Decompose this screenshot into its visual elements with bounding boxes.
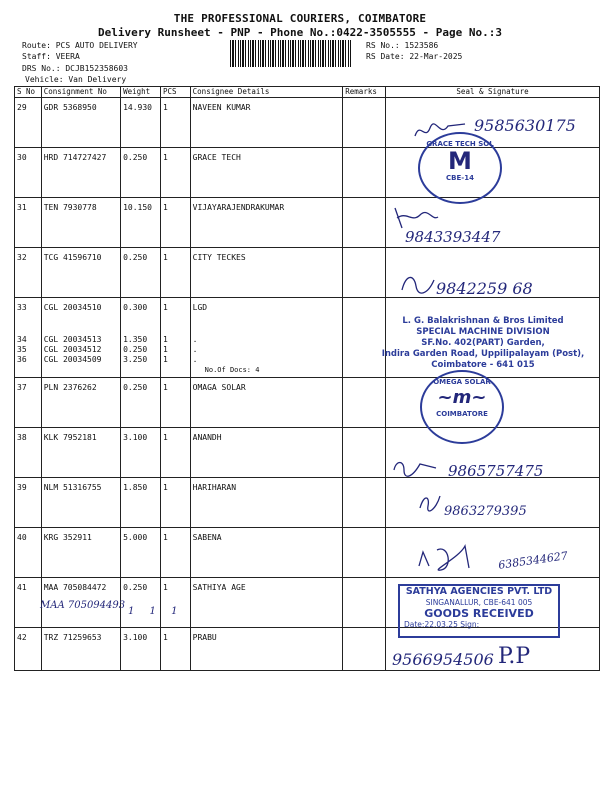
row-consignment: KRG 352911 <box>41 528 120 578</box>
row-consignment: TCG 41596710 <box>41 248 120 298</box>
drs-number: DRS No.: DCJB152358603 <box>22 64 128 73</box>
route-label: Route: PCS AUTO DELIVERY <box>22 41 138 50</box>
row-remarks <box>343 428 386 478</box>
signature-scribble <box>398 270 438 296</box>
rs-date: RS Date: 22-Mar-2025 <box>366 52 463 61</box>
row-sno: 40 <box>15 528 42 578</box>
row-weight: 0.250 <box>121 148 161 198</box>
lg-company-stamp: L. G. Balakrishnan & Bros Limited SPECIAL MACHINE DIVISION SF.No. 402(PART) Garden, Indira Garden Road, Uppilipalayam (Post), Coimbatore - 641 015 <box>381 316 585 370</box>
omega-solar-stamp: OMEGA SOLAR ~m~ COIMBATORE <box>420 370 504 444</box>
vehicle-label: Vehicle: Van Delivery <box>25 75 127 84</box>
row-pcs: 1 <box>160 478 190 528</box>
row-remarks <box>343 198 386 248</box>
row-sno: 30 <box>15 148 42 198</box>
row-consignee: NAVEEN KUMAR <box>190 98 343 148</box>
table-row <box>15 378 600 428</box>
row-sno: 37 <box>15 378 42 428</box>
sathya-agencies-stamp: SATHYA AGENCIES PVT. LTD SINGANALLUR, CBE-641 005 GOODS RECEIVED Date:22.03.25 Sign: <box>398 584 560 638</box>
row-weight: 1.850 <box>121 478 161 528</box>
col-pcs: PCS <box>160 87 190 98</box>
rs-number: RS No.: 1523586 <box>366 41 439 50</box>
row-consignee: ANANDH <box>190 428 343 478</box>
row-sno: 32 <box>15 248 42 298</box>
row-pcs: 1 1 1 1 <box>160 298 190 378</box>
row-consignee: HARIHARAN <box>190 478 343 528</box>
row-pcs: 1 <box>160 528 190 578</box>
handwritten-pcs: 1 1 1 <box>128 606 184 617</box>
row-remarks <box>343 478 386 528</box>
row-consignment: PLN 2376262 <box>41 378 120 428</box>
col-consignee: Consignee Details <box>190 87 343 98</box>
table-row <box>15 198 600 248</box>
row-sno: 33 34 35 36 <box>15 298 42 378</box>
row-weight: 0.250 <box>121 378 161 428</box>
row-weight: 0.250 <box>121 248 161 298</box>
row-remarks <box>343 578 386 628</box>
runsheet-subtitle: Delivery Runsheet - PNP - Phone No.:0422-3505555 - Page No.:3 <box>98 26 502 39</box>
row-weight: 14.930 <box>121 98 161 148</box>
row-sno: 39 <box>15 478 42 528</box>
row-consignee: SABENA <box>190 528 343 578</box>
row-consignment: GDR 5368950 <box>41 98 120 148</box>
row-pcs: 1 <box>160 198 190 248</box>
handwritten-phone: 9566954506 <box>392 650 494 669</box>
signature-scribble <box>390 456 440 482</box>
grace-tech-stamp: GRACE TECH SOL M CBE-14 <box>418 132 502 204</box>
row-weight: 0.300 1.350 0.250 3.250 <box>121 298 161 378</box>
table-header <box>15 87 600 98</box>
handwritten-phone: 9863279395 <box>444 504 527 519</box>
row-consignment: KLK 7952181 <box>41 428 120 478</box>
row-sno: 42 <box>15 628 42 671</box>
row-remarks <box>343 378 386 428</box>
handwritten-phone: 6385344627 <box>497 549 569 572</box>
row-consignment: CGL 20034510 CGL 20034513 CGL 20034512 CGL 20034509 <box>41 298 120 378</box>
row-consignment: NLM 51316755 <box>41 478 120 528</box>
col-remarks: Remarks <box>343 87 386 98</box>
row-consignee: LGD . . . No.Of Docs: 4 <box>190 298 343 378</box>
row-pcs: 1 <box>160 98 190 148</box>
handwritten-phone: 9585630175 <box>474 116 576 135</box>
row-weight: 5.000 <box>121 528 161 578</box>
row-consignee: GRACE TECH <box>190 148 343 198</box>
col-consignment: Consignment No <box>41 87 120 98</box>
no-of-docs: No.Of Docs: 4 <box>204 366 260 374</box>
signature-scribble <box>415 540 485 574</box>
row-sno: 29 <box>15 98 42 148</box>
row-consignee: SATHIYA AGE <box>190 578 343 628</box>
row-remarks <box>343 628 386 671</box>
row-consignment: HRD 714727427 <box>41 148 120 198</box>
staff-label: Staff: VEERA <box>22 52 80 61</box>
barcode <box>230 40 352 67</box>
handwritten-phone: 9843393447 <box>405 228 501 246</box>
row-consignee: PRABU <box>190 628 343 671</box>
row-weight: 3.100 <box>121 628 161 671</box>
row-pcs: 1 <box>160 378 190 428</box>
row-remarks <box>343 528 386 578</box>
row-weight: 0.250 <box>121 578 161 628</box>
row-pcs: 1 <box>160 148 190 198</box>
row-sno: 41 <box>15 578 42 628</box>
row-consignee: VIJAYARAJENDRAKUMAR <box>190 198 343 248</box>
row-sno: 31 <box>15 198 42 248</box>
handwritten-phone: 9842259 68 <box>436 279 533 298</box>
row-consignment: TRZ 71259653 <box>41 628 120 671</box>
row-weight: 3.100 <box>121 428 161 478</box>
col-weight: Weight <box>121 87 161 98</box>
row-consignee: OMAGA SOLAR <box>190 378 343 428</box>
row-pcs: 1 <box>160 578 190 628</box>
row-pcs: 1 <box>160 248 190 298</box>
col-seal: Seal & Signature <box>386 87 600 98</box>
handwritten-initials: P.P <box>498 644 531 669</box>
row-remarks <box>343 98 386 148</box>
row-consignment: TEN 7930778 <box>41 198 120 248</box>
table-row <box>15 478 600 528</box>
row-remarks <box>343 148 386 198</box>
handwritten-consignment: MAA 705094493 <box>40 600 126 611</box>
col-sno: S No <box>15 87 42 98</box>
signature-scribble <box>392 203 442 231</box>
row-weight: 10.150 <box>121 198 161 248</box>
handwritten-phone: 9865757475 <box>448 462 544 480</box>
row-consignee: CITY TECKES <box>190 248 343 298</box>
row-remarks <box>343 248 386 298</box>
company-title: THE PROFESSIONAL COURIERS, COIMBATORE <box>173 12 427 25</box>
signature-scribble <box>416 490 444 514</box>
row-pcs: 1 <box>160 428 190 478</box>
row-sno: 38 <box>15 428 42 478</box>
row-consignment: MAA 705084472 <box>41 578 120 628</box>
row-pcs: 1 <box>160 628 190 671</box>
table-row <box>15 148 600 198</box>
